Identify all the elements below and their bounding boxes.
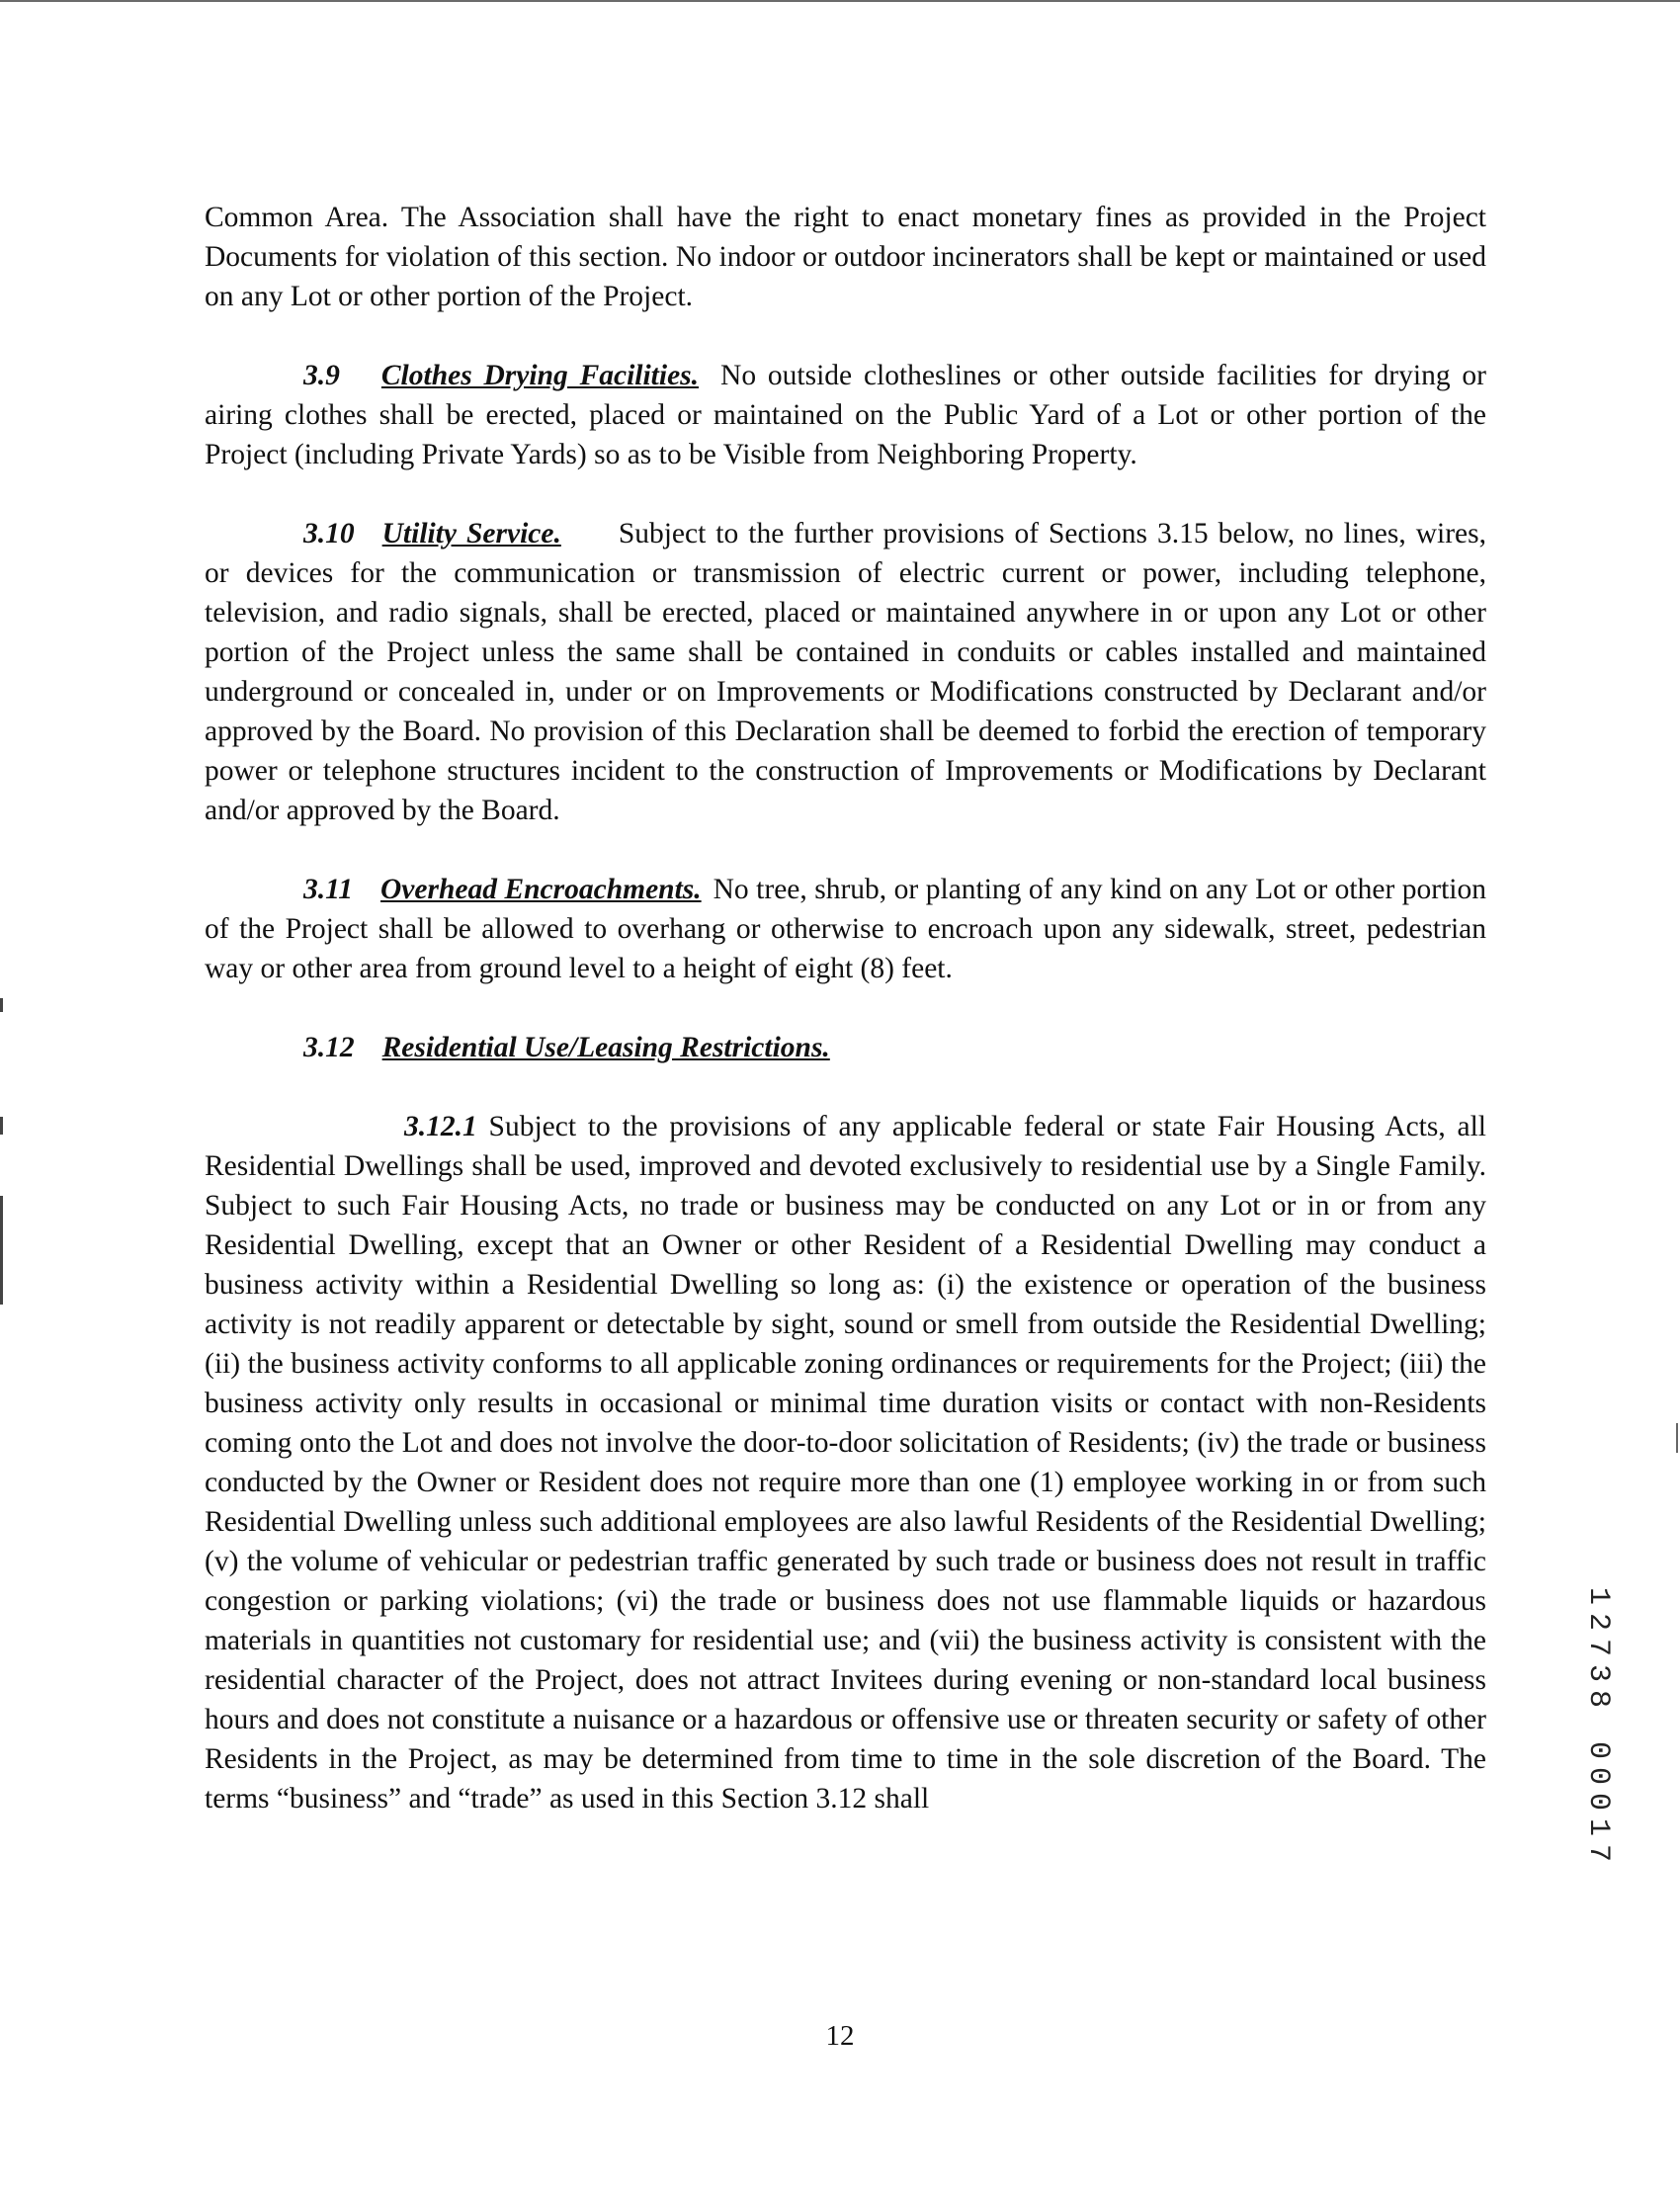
section-number: 3.12.1 xyxy=(404,1111,477,1142)
section-number: 3.10 xyxy=(303,518,355,549)
section-title: Residential Use/Leasing Restrictions. xyxy=(381,1032,830,1063)
scan-edge-mark xyxy=(0,1117,3,1135)
doc-id-char: 0 xyxy=(1581,1792,1615,1811)
doc-id-char: 0 xyxy=(1581,1766,1615,1785)
section-number: 3.9 xyxy=(303,360,340,391)
doc-id-char: 3 xyxy=(1581,1663,1615,1682)
doc-id-char: 8 xyxy=(1581,1689,1615,1708)
section-number: 3.12 xyxy=(303,1032,355,1063)
section-3-10 xyxy=(205,514,1486,830)
doc-id-char: 7 xyxy=(1581,1843,1615,1862)
section-body: Subject to the provisions of any applicable federal or state Fair Housing Acts, all Residential Dwellings shall be used, improved and devoted exclusively to residential use by a Single Family. Subject to such Fair Housing Acts, no trade or business may be conducted on any Lot or in or from any Residential Dwelling, except that an Owner or other Resident of a Residential Dwelling may conduct a business activity within a Residential Dwelling so long as: (i) the existence or operation of the business activity is not readily apparent or detectable by sight, sound or smell from outside the Residential Dwelling; (ii) the business activity conforms to all applicable zoning ordinances or requirements for the Project; (iii) the business activity only results in occasional or minimal time duration visits or contact with non-Residents coming onto the Lot and does not involve the door-to-door solicitation of Residents; (iv) the trade or business conducted by the Owner or Resident does not require more than one (1) employee working in or from such Residential Dwelling unless such additional employees are also lawful Residents of the Residential Dwelling; (v) the volume of vehicular or pedestrian traffic generated by such trade or business does not result in traffic congestion or parking violations; (vi) the trade or business does not use flammable liquids or hazardous materials in quantities not customary for residential use; and (vii) the business activity is consistent with the residential character of the Project, does not attract Invitees during evening or non-standard local business hours and does not constitute a nuisance or a hazardous or offensive use or threaten security or safety of other Residents in the Project, as may be determined from time to time in the sole discretion of the Board. The terms “business” and “trade” as used in this Section 3.12 shall xyxy=(205,1111,1486,1814)
section-body: No outside clotheslines or other outside facilities for drying or airing clothes shall be erected, placed or maintained on the Public Yard of a Lot or other portion of the Project (including Private Yards) so as to be Visible from Neighboring Property. xyxy=(205,360,1486,470)
scan-edge-mark xyxy=(0,998,3,1012)
doc-id-char: 7 xyxy=(1581,1638,1615,1656)
document-recording-number xyxy=(1581,1583,1615,1866)
scan-top-edge xyxy=(0,0,1680,2)
section-3-12-heading xyxy=(205,1028,1486,1067)
doc-id-char: 0 xyxy=(1581,1740,1615,1759)
page-number: 12 xyxy=(825,2020,855,2052)
scan-edge-mark xyxy=(0,1196,3,1305)
doc-id-char: 1 xyxy=(1581,1817,1615,1836)
doc-id-char xyxy=(1585,1712,1611,1737)
section-title: Clothes Drying Facilities. xyxy=(380,360,700,391)
section-body: Subject to the further provisions of Sections 3.15 below, no lines, wires, or devices for the communication or transmission of electric current or power, including telephone, television, and radio signals, shall be erected, placed or maintained anywhere in or upon any Lot or other portion of the Project unless the same shall be contained in conduits or cables installed and maintained underground or concealed in, under or on Improvements or Modifications constructed by Declarant and/or approved by the Board. No provision of this Declaration shall be deemed to forbid the erection of temporary power or telephone structures incident to the construction of Improvements or Modifications by Declarant and/or approved by the Board. xyxy=(205,518,1486,826)
document-body xyxy=(205,198,1486,1818)
section-3-12-1 xyxy=(205,1107,1486,1818)
doc-id-char: 2 xyxy=(1581,1612,1615,1631)
section-number: 3.11 xyxy=(303,874,353,905)
section-title: Utility Service. xyxy=(381,518,561,549)
section-3-11 xyxy=(205,870,1486,988)
doc-id-char: 1 xyxy=(1581,1586,1615,1605)
paragraph-common-area: Common Area. The Association shall have the right to enact monetary fines as provided in the Project Documents for violation of this section. No indoor or outdoor incinerators shall be kept or maintained or used on any Lot or other portion of the Project. xyxy=(205,202,1486,312)
section-3-9 xyxy=(205,356,1486,474)
section-body: No tree, shrub, or planting of any kind on any Lot or other portion of the Project shall be allowed to overhang or otherwise to encroach upon any sidewalk, street, pedestrian way or other area from ground level to a height of eight (8) feet. xyxy=(205,874,1486,984)
scan-edge-mark xyxy=(1676,1423,1678,1453)
section-title: Overhead Encroachments. xyxy=(380,874,702,905)
